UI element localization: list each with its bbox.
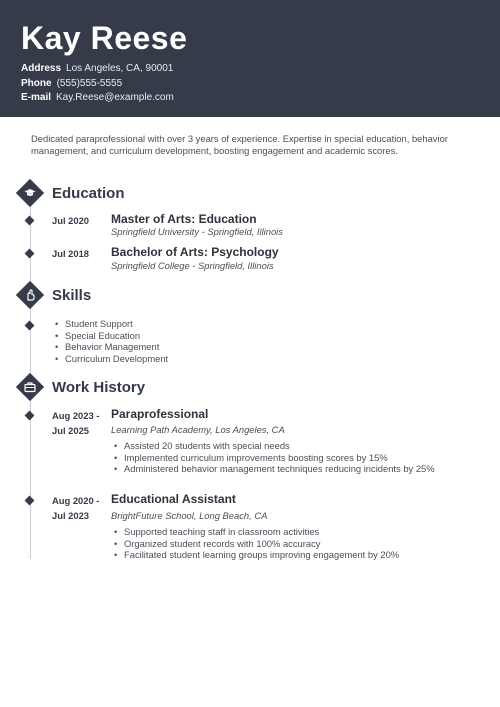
phone-value: (555)555-5555 xyxy=(56,77,123,89)
work-history-section-title: Work History xyxy=(52,379,146,396)
phone-row xyxy=(21,77,174,92)
work-date-start: Aug 2020 - xyxy=(52,495,100,506)
work-responsibilities xyxy=(114,526,459,561)
skill-item: • Curriculum Development xyxy=(55,353,168,365)
responsibility-item: • Organized student records with 100% accuracy xyxy=(114,538,459,550)
email-row xyxy=(21,91,174,106)
work-role: Paraprofessional xyxy=(111,407,209,421)
work-company: BrightFuture School, Long Beach, CA xyxy=(111,510,268,521)
work-responsibilities xyxy=(114,440,459,475)
work-company: Learning Path Academy, Los Angeles, CA xyxy=(111,424,285,435)
responsibility-item: • Facilitated student learning groups improving engagement by 20% xyxy=(114,549,459,561)
education-school: Springfield University - Springfield, Illinois xyxy=(111,226,283,237)
briefcase-icon xyxy=(16,373,44,401)
address-value: Los Angeles, CA, 90001 xyxy=(66,63,174,74)
education-school: Springfield College - Springfield, Illinois xyxy=(111,260,274,271)
work-date xyxy=(52,493,99,523)
email-label: E-mail xyxy=(21,92,52,103)
education-degree: Master of Arts: Education xyxy=(111,212,257,226)
work-date xyxy=(52,408,99,438)
work-entry-marker xyxy=(25,411,35,421)
education-entry-marker xyxy=(25,249,35,259)
skill-item: • Special Education xyxy=(55,330,168,342)
professional-summary: Dedicated paraprofessional with over 3 years of experience. Expertise in special education, behavior management, and curriculum development, boosting engagement and academic scores. xyxy=(31,133,448,156)
contact-info xyxy=(21,62,174,106)
work-date-start: Aug 2023 - xyxy=(52,410,100,421)
skills-list xyxy=(55,318,168,364)
responsibility-item: • Implemented curriculum improvements boosting scores by 15% xyxy=(114,452,459,464)
responsibility-item: • Administered behavior management techniques reducing incidents by 25% xyxy=(114,463,459,475)
education-degree: Bachelor of Arts: Psychology xyxy=(111,245,279,259)
responsibility-item: • Assisted 20 students with special needs xyxy=(114,440,459,452)
work-date-end: Jul 2025 xyxy=(52,425,90,436)
education-date: Jul 2020 xyxy=(52,215,90,226)
education-date: Jul 2018 xyxy=(52,248,90,259)
graduation-cap-icon xyxy=(16,179,44,207)
education-section-title: Education xyxy=(52,185,125,202)
skills-section-title: Skills xyxy=(52,287,92,304)
hand-pointer-icon xyxy=(16,281,44,309)
candidate-name: Kay Reese xyxy=(21,20,188,56)
education-entry-marker xyxy=(25,216,35,226)
work-role: Educational Assistant xyxy=(111,492,236,506)
work-entry-marker xyxy=(25,496,35,506)
email-value: Kay.Reese@example.com xyxy=(56,92,174,103)
skill-item: • Behavior Management xyxy=(55,341,168,353)
resume-header xyxy=(0,0,500,117)
address-label: Address xyxy=(21,63,62,74)
work-date-end: Jul 2023 xyxy=(52,510,90,521)
phone-label: Phone xyxy=(21,77,52,89)
address-row xyxy=(21,62,174,77)
skill-item: • Student Support xyxy=(55,318,168,330)
responsibility-item: • Supported teaching staff in classroom activities xyxy=(114,526,459,538)
skills-entry-marker xyxy=(25,321,35,331)
